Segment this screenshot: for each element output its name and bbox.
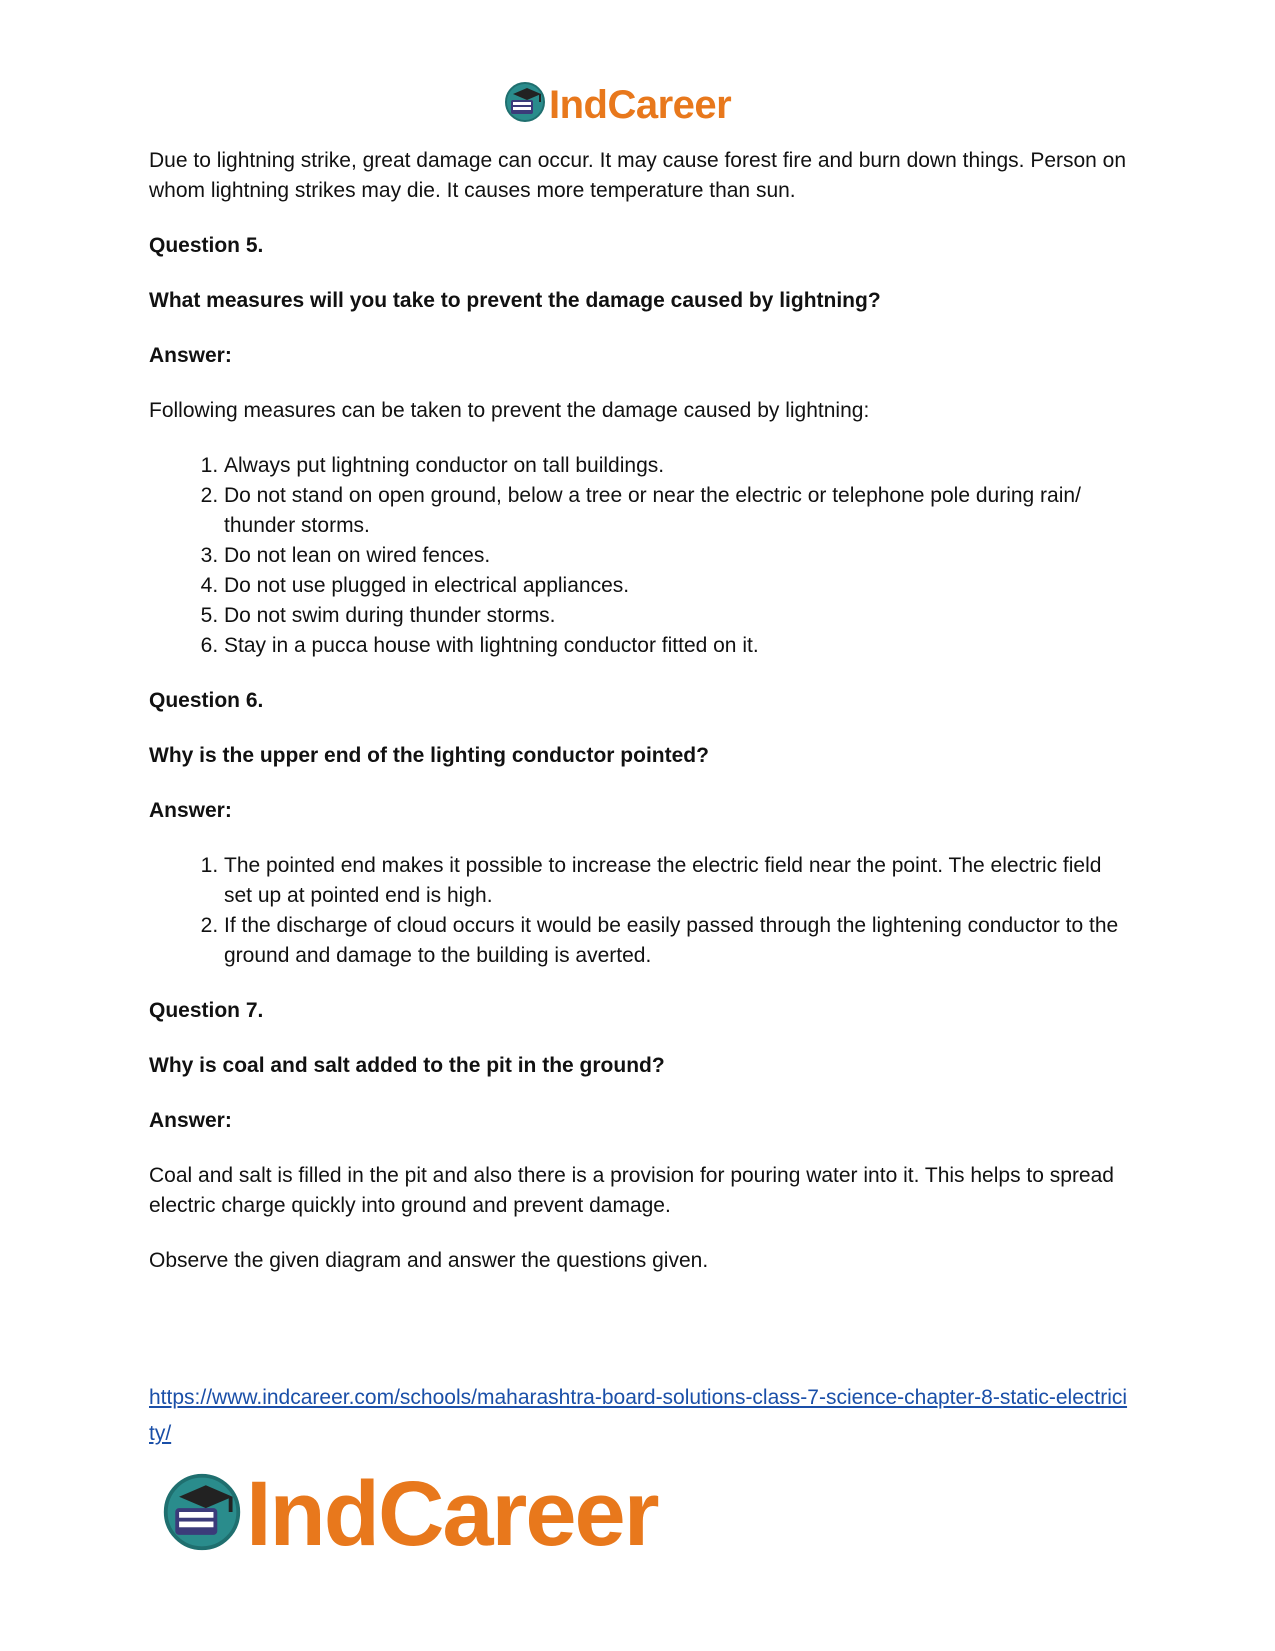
logo-wordmark: IndCareer [549,82,732,127]
question-5-answer-label: Answer: [149,344,232,367]
question-5-label: Question 5. [149,234,264,257]
question-6-answer-list [149,851,1129,971]
source-link[interactable]: https://www.indcareer.com/schools/maharashtra-board-solutions-class-7-science-chapter-8-static-electricity/ [149,1386,1128,1445]
logo-icon [160,1470,244,1559]
question-5-lead: Following measures can be taken to prevent the damage caused by lightning: [149,399,870,422]
header-logo [503,80,731,129]
list-item: 4. Do not use plugged in electrical appliances. [224,571,1129,601]
list-item: 2. If the discharge of cloud occurs it would be easily passed through the lightening conductor to the ground and damage to the building is averted. [224,911,1129,971]
logo-wordmark: IndCareer [246,1463,658,1565]
list-item: 6. Stay in a pucca house with lightning conductor fitted on it. [224,631,1129,661]
question-7-text: Why is coal and salt added to the pit in the ground? [149,1054,665,1077]
question-6-label: Question 6. [149,689,264,712]
question-5-text: What measures will you take to prevent the damage caused by lightning? [149,289,881,312]
question-7-answer-label: Answer: [149,1109,232,1132]
footer-logo [160,1463,658,1565]
document-body [149,146,1129,1301]
question-5-answer-list [149,451,1129,661]
question-6-answer-label: Answer: [149,799,232,822]
list-item: 1. The pointed end makes it possible to increase the electric field near the point. The electric field set up at pointed end is high. [224,851,1129,911]
question-7-answer: Coal and salt is filled in the pit and also there is a provision for pouring water into it. This helps to spread electric charge quickly into ground and prevent damage. [149,1164,1114,1217]
logo-icon [503,80,547,129]
list-item: 3. Do not lean on wired fences. [224,541,1129,571]
question-7-label: Question 7. [149,999,264,1022]
list-item: 2. Do not stand on open ground, below a tree or near the electric or telephone pole during rain/ thunder storms. [224,481,1129,541]
list-item: 1. Always put lightning conductor on tall buildings. [224,451,1129,481]
closing-paragraph: Observe the given diagram and answer the questions given. [149,1249,709,1272]
question-6-text: Why is the upper end of the lighting conductor pointed? [149,744,709,767]
intro-paragraph: Due to lightning strike, great damage can occur. It may cause forest fire and burn down things. Person on whom lightning strikes may die. It causes more temperature than sun. [149,149,1127,202]
list-item: 5. Do not swim during thunder storms. [224,601,1129,631]
